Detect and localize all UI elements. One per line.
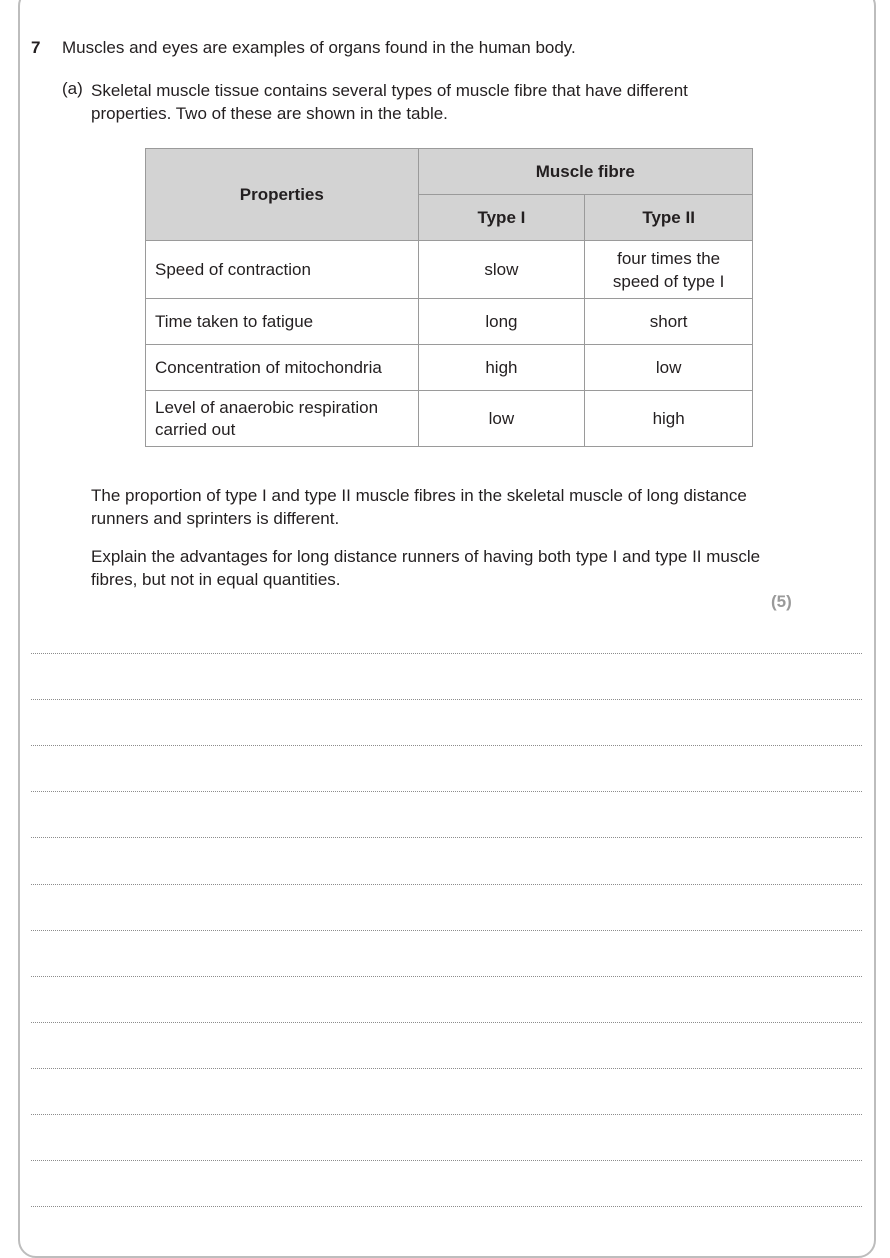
header-type-1: Type I	[418, 195, 585, 241]
answer-line[interactable]	[31, 1160, 862, 1161]
header-type-2: Type II	[585, 195, 753, 241]
table-row	[146, 299, 753, 345]
marks-indicator: (5)	[771, 592, 792, 611]
table-row	[146, 391, 753, 447]
type1-cell: slow	[418, 241, 585, 299]
muscle-fibre-table	[145, 148, 753, 447]
answer-line[interactable]	[31, 745, 862, 746]
question-prompt: Explain the advantages for long distance runners of having both type I and type II muscle fibres, but not in equal quantities.	[91, 547, 761, 589]
type2-cell: high	[585, 391, 753, 447]
answer-line[interactable]	[31, 884, 862, 885]
type1-cell: long	[418, 299, 585, 345]
answer-line[interactable]	[31, 791, 862, 792]
type2-cell: short	[585, 299, 753, 345]
type1-cell: low	[418, 391, 585, 447]
answer-line[interactable]	[31, 1068, 862, 1069]
answer-line[interactable]	[31, 1206, 862, 1207]
answer-line[interactable]	[31, 976, 862, 977]
property-cell: Concentration of mitochondria	[146, 345, 419, 391]
table-row	[146, 345, 753, 391]
part-a-intro: Skeletal muscle tissue contains several types of muscle fibre that have different properties. Two of these are shown in the table.	[91, 81, 688, 123]
question-stem: Muscles and eyes are examples of organs found in the human body.	[62, 38, 576, 57]
answer-line[interactable]	[31, 930, 862, 931]
type1-cell: high	[418, 345, 585, 391]
context-paragraph: The proportion of type I and type II muscle fibres in the skeletal muscle of long distance runners and sprinters is different.	[91, 486, 747, 528]
property-cell: Speed of contraction	[146, 241, 419, 299]
answer-line[interactable]	[31, 1114, 862, 1115]
table-row	[146, 241, 753, 299]
answer-line[interactable]	[31, 653, 862, 654]
type2-cell: low	[585, 345, 753, 391]
answer-line[interactable]	[31, 837, 862, 838]
header-properties: Properties	[146, 149, 419, 241]
header-muscle-fibre: Muscle fibre	[418, 149, 752, 195]
property-cell: Time taken to fatigue	[146, 299, 419, 345]
answer-line[interactable]	[31, 1022, 862, 1023]
type2-cell: four times the speed of type I	[585, 241, 753, 299]
question-number: 7	[31, 38, 41, 57]
answer-line[interactable]	[31, 699, 862, 700]
table-header-row	[146, 149, 753, 195]
property-cell: Level of anaerobic respiration carried out	[146, 391, 419, 447]
part-a-label: (a)	[62, 79, 83, 98]
